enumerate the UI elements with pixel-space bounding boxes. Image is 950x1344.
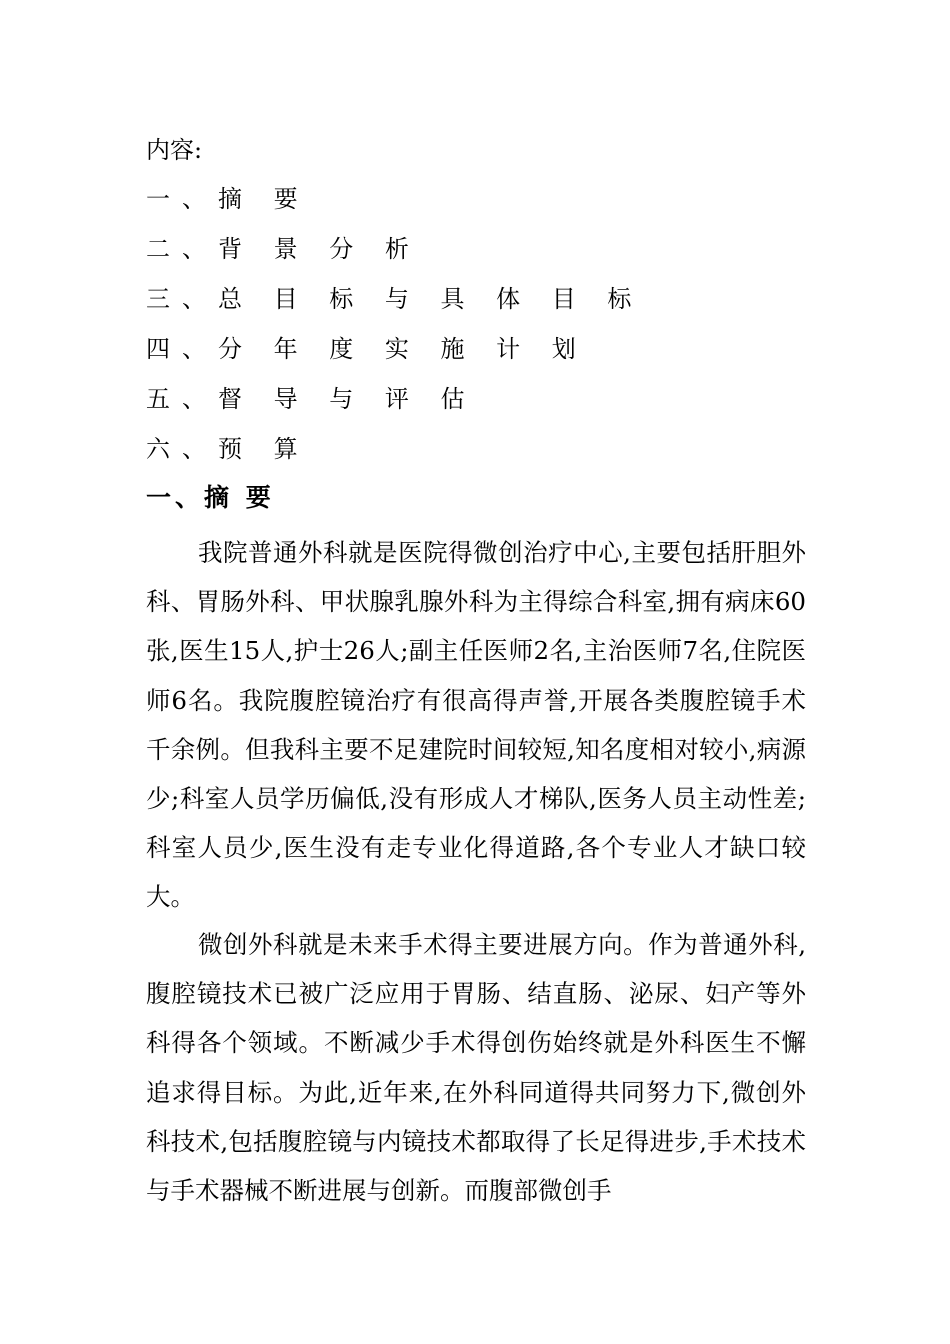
body-paragraph: 我院普通外科就是医院得微创治疗中心,主要包括肝胆外科、胃肠外科、甲状腺乳腺外科为主得综合科室,拥有病床60张,医生15人,护士26人;副主任医师2名,主治医师7名,住院医师6名。我院腹腔镜治疗有很高得声誉,开展各类腹腔镜手术千余例。但我科主要不足建院时间较短,知名度相对较小,病源少;科室人员学历偏低,没有形成人才梯队,医务人员主动性差;科室人员少,医生没有走专业化得道路,各个专业人才缺口较大。 <box>146 538 806 912</box>
toc-item-supervision: 五、督 导 与 评 估 <box>146 385 477 413</box>
toc-item-budget: 六、预 算 <box>146 435 310 463</box>
toc-heading: 内容: <box>146 136 203 164</box>
body-paragraph: 微创外科就是未来手术得主要进展方向。作为普通外科,腹腔镜技术已被广泛应用于胃肠、结直肠、泌尿、妇产等外科得各个领域。不断减少手术得创伤始终就是外科医生不懈追求得目标。为此,近年来,在外科同道得共同努力下,微创外科技术,包括腹腔镜与内镜技术都取得了长足得进步,手术技术与手术器械不断进展与创新。而腹部微创手 <box>146 930 806 1206</box>
table-of-contents <box>146 183 643 483</box>
toc-item-annual-plan: 四、分 年 度 实 施 计 划 <box>146 335 588 363</box>
toc-item-summary: 一、摘 要 <box>146 185 310 213</box>
section-title-summary: 一、摘 要 <box>146 483 275 512</box>
toc-item-background: 二、背 景 分 析 <box>146 235 421 263</box>
toc-item-goals: 三、总 目 标 与 具 体 目 标 <box>146 285 644 313</box>
